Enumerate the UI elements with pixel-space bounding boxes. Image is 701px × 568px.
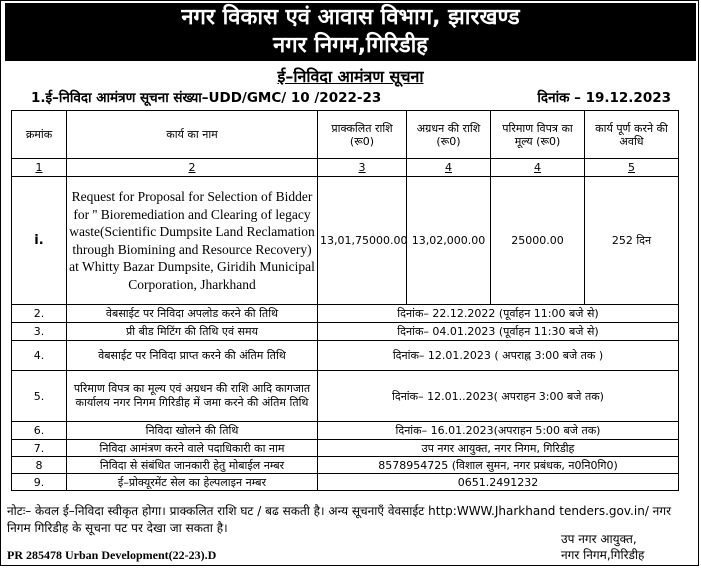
row-serial: 5. xyxy=(12,371,67,422)
row-serial: 6. xyxy=(12,422,67,440)
schedule-row xyxy=(12,422,679,440)
signature-office: नगर निगम,गिरिडीह xyxy=(561,548,645,562)
row-value: 8578954725 (विशाल सुमन, नगर प्रबंधक, न0नि0गि0) xyxy=(318,457,679,474)
notice-date: दिनांक – 19.12.2023 xyxy=(537,90,671,106)
row-value: 0651.2491232 xyxy=(318,474,679,491)
column-number: 5 xyxy=(585,159,679,177)
corporation-title: नगर निगम,गिरिडीह xyxy=(273,33,428,58)
row-label: निविदा से संबंधित जानकारी हेतु मोबाईल नम्बर xyxy=(67,457,318,474)
schedule-row xyxy=(12,371,679,422)
schedule-row xyxy=(12,440,679,457)
row-value: दिनांक– 22.12.2022 (पूर्वाहन 11:00 बजे से) xyxy=(318,305,679,323)
row-label: निविदा आमंत्रण करने वाले पदाधिकारी का नाम xyxy=(67,440,318,457)
schedule-row xyxy=(12,474,679,491)
tender-table xyxy=(11,110,679,491)
department-banner xyxy=(5,3,696,61)
column-number: 2 xyxy=(67,159,318,177)
row-serial: 2. xyxy=(12,305,67,323)
header-earnest-money: अग्रधन की राशि (रू0) xyxy=(407,111,491,159)
row-serial: 4. xyxy=(12,341,67,371)
column-number: 1 xyxy=(12,159,67,177)
row-value: उप नगर आयुक्त, नगर निगम, गिरिडीह xyxy=(318,440,679,457)
row-serial: 3. xyxy=(12,323,67,341)
row-label: परिमाण विपत्र का मूल्य एवं अग्रधन की राशि आदि कागजात कार्यालय नगर निगम गिरिडीह में जमा करने की अंतिम तिथि xyxy=(67,371,318,422)
estimated-amount: 13,01,75000.00 xyxy=(318,177,407,305)
row-serial: 7. xyxy=(12,440,67,457)
work-row xyxy=(12,177,679,305)
column-number-row xyxy=(12,159,679,177)
row-serial: 9. xyxy=(12,474,67,491)
header-serial: क्रमांक xyxy=(12,111,67,159)
completion-duration: 252 दिन xyxy=(585,177,679,305)
row-label: ई–प्रोक्यूरमेंट सेल का हेल्पलाइन नम्बर xyxy=(67,474,318,491)
earnest-money: 13,02,000.00 xyxy=(407,177,491,305)
schedule-row xyxy=(12,457,679,474)
row-serial: 8 xyxy=(12,457,67,474)
header-estimated-amount: प्राक्कलित राशि (रू0) xyxy=(318,111,407,159)
notice-number: 1.ई–निविदा आमंत्रण सूचना संख्या–UDD/GMC/ 10 /2022-23 xyxy=(31,90,382,106)
department-title: नगर विकास एवं आवास विभाग, झारखण्ड xyxy=(181,5,520,30)
notice-number-line xyxy=(31,88,671,106)
notice-title: ई–निविदा आमंत्रण सूचना xyxy=(277,67,424,86)
header-duration: कार्य पूर्ण करने की अवधि xyxy=(585,111,679,159)
column-number: 4 xyxy=(491,159,585,177)
row-label: निविदा खोलने की तिथि xyxy=(67,422,318,440)
row-value: दिनांक– 04.01.2023 (पूर्वाहन 11:30 बजे से) xyxy=(318,323,679,341)
schedule-row xyxy=(12,341,679,371)
row-label: वेबसाईट पर निविदा प्राप्त करने की अंतिम तिथि xyxy=(67,341,318,371)
row-label: प्री बीड मिटिंग की तिथि एवं समय xyxy=(67,323,318,341)
header-row xyxy=(12,111,679,159)
row-value: दिनांक– 12.01..2023( अपराहन 3:00 बजे तक) xyxy=(318,371,679,422)
signature-block xyxy=(561,531,644,563)
signature-designation: उप नगर आयुक्त, xyxy=(561,532,637,546)
work-serial: i. xyxy=(12,177,67,305)
column-number: 3 xyxy=(318,159,407,177)
work-description: Request for Proposal for Selection of Bidder for '' Bioremediation and Clearing of legacy waste(Scientific Dumpsite Land Reclamation through Biomining and Resource Recovery) at Whitty Bazar Dumpsite, Giridih Municipal Corporation, Jharkhand xyxy=(67,177,318,305)
document-cost: 25000.00 xyxy=(491,177,585,305)
column-number: 4 xyxy=(407,159,491,177)
header-document-cost: परिमाण विपत्र का मूल्य (रू0) xyxy=(491,111,585,159)
schedule-row xyxy=(12,305,679,323)
footer-note: नोटः– केवल ई–निविदा स्वीकृत होगा। प्राक्कलित राशि घट / बढ सकती है। अन्य सूचनाएँ वेवसाईट http:WWW.Jharkhand tenders.gov.in/ नगर निगम गिरिडीह के सूचना पट पर देखा जा सकता है। xyxy=(7,504,671,535)
pr-number: PR 285478 Urban Development(22-23).D xyxy=(7,548,217,562)
row-value: दिनांक– 16.01.2023(अपराहन 5:00 बजे तक) xyxy=(318,422,679,440)
row-label: वेबसाईट पर निविदा अपलोड करने की तिथि xyxy=(67,305,318,323)
row-value: दिनांक– 12.01.2023 ( अपराह्न 3:00 बजे तक ) xyxy=(318,341,679,371)
schedule-row xyxy=(12,323,679,341)
header-work-name: कार्य का नाम xyxy=(67,111,318,159)
